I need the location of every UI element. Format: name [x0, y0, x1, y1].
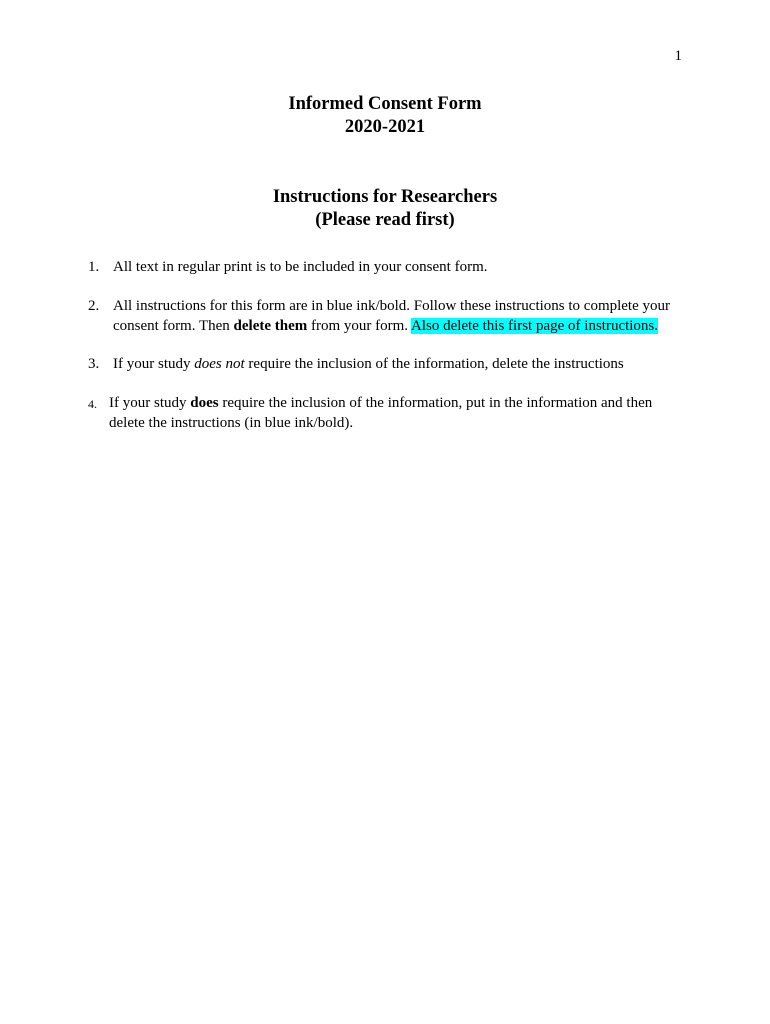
item-text: All text in regular print is to be included in your consent form.: [113, 259, 488, 275]
instruction-item-3: [88, 354, 688, 374]
item-text-line2: delete the instructions (in blue ink/bold).: [109, 415, 354, 431]
instructions-heading: [0, 186, 770, 232]
instructions-heading-line1: Instructions for Researchers: [272, 187, 498, 207]
form-title-year: 2020-2021: [344, 117, 426, 137]
highlighted-text: Also delete this first page of instructions.: [410, 318, 659, 334]
item-number: 4.: [88, 397, 97, 411]
item-text-segment: If your study: [113, 356, 195, 372]
instruction-item-2: [88, 296, 688, 336]
item-text-line2: [113, 316, 688, 336]
page-number: 1: [674, 48, 682, 64]
item-text-segment: consent form. Then: [113, 318, 234, 334]
item-text-segment: from your form.: [307, 318, 411, 334]
item-text-line1: All instructions for this form are in blue ink/bold. Follow these instructions to complete your: [113, 298, 671, 314]
item-number: 1.: [88, 259, 100, 275]
item-text-bold: does: [190, 395, 219, 411]
item-number: 3.: [88, 356, 100, 372]
instruction-item-1: [88, 257, 688, 277]
form-title: [0, 93, 770, 139]
item-text-bold: delete them: [233, 318, 308, 334]
instruction-item-4: [88, 393, 688, 433]
instructions-heading-line2: (Please read first): [315, 210, 455, 230]
item-text-segment: require the inclusion of the information, put in the information and then: [218, 395, 653, 411]
item-text-segment: require the inclusion of the information, delete the instructions: [244, 356, 624, 372]
item-text-segment: If your study: [109, 395, 191, 411]
item-text: [113, 354, 688, 374]
item-number: 2.: [88, 298, 100, 314]
item-text-line1: [109, 393, 688, 413]
form-title-line1: Informed Consent Form: [288, 94, 482, 114]
item-text-italic: does not: [194, 356, 245, 372]
